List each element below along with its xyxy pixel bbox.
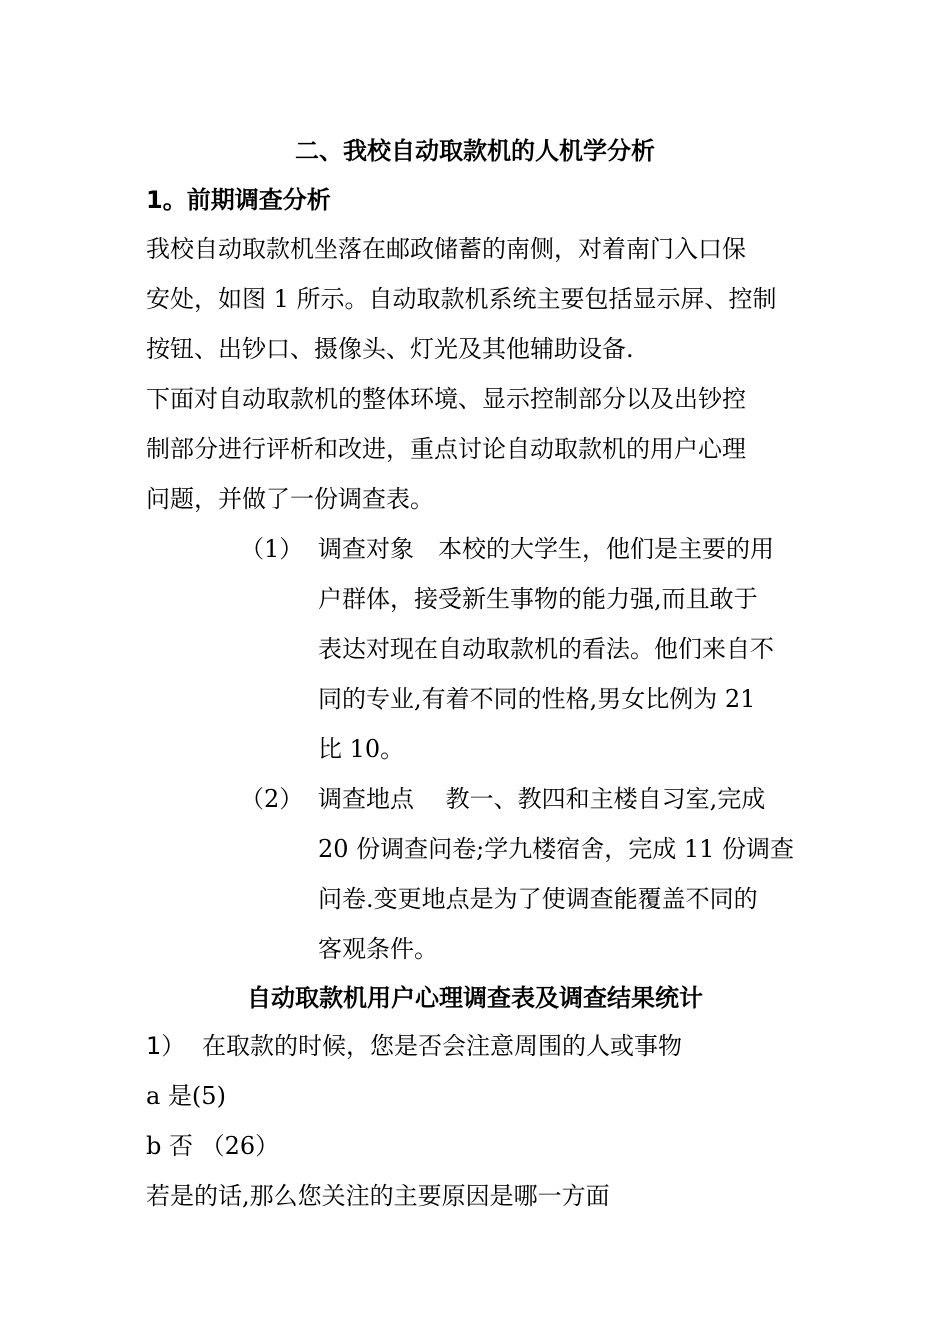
answer-option: a 是(5) <box>146 1082 226 1110</box>
list-item-number: （1） <box>240 535 304 563</box>
list-item-line: 调查对象 本校的大学生，他们是主要的用 <box>318 535 774 563</box>
list-item-line: 客观条件。 <box>318 935 438 963</box>
list-item-line: 表达对现在自动取款机的看法。他们来自不 <box>318 635 774 663</box>
paragraph-line: 我校自动取款机坐落在邮政储蓄的南侧，对着南门入口保 <box>146 235 746 263</box>
survey-heading: 自动取款机用户心理调查表及调查结果统计 <box>247 984 703 1012</box>
paragraph-line: 问题，并做了一份调查表。 <box>146 485 434 513</box>
paragraph-line: 安处，如图 1 所示。自动取款机系统主要包括显示屏、控制 <box>146 285 777 313</box>
page-title: 二、我校自动取款机的人机学分析 <box>295 137 655 165</box>
paragraph-line: 按钮、出钞口、摄像头、灯光及其他辅助设备. <box>146 335 634 363</box>
paragraph-line: 制部分进行评析和改进，重点讨论自动取款机的用户心理 <box>146 435 746 463</box>
list-item-line: 问卷.变更地点是为了使调查能覆盖不同的 <box>318 885 758 913</box>
paragraph-line: 下面对自动取款机的整体环境、显示控制部分以及出钞控 <box>146 385 746 413</box>
followup-question: 若是的话,那么您关注的主要原因是哪一方面 <box>146 1182 610 1210</box>
list-item-line: 比 10。 <box>318 735 405 763</box>
list-item-number: （2） <box>240 785 304 813</box>
question-number: 1） <box>146 1032 186 1060</box>
list-item-line: 同的专业,有着不同的性格,男女比例为 21 <box>318 685 756 713</box>
answer-option: b 否 （26） <box>146 1132 280 1160</box>
list-item-line: 调查地点 教一、教四和主楼自习室,完成 <box>318 785 766 813</box>
list-item-line: 20 份调查问卷;学九楼宿舍，完成 11 份调查 <box>318 835 795 863</box>
question-text: 在取款的时候，您是否会注意周围的人或事物 <box>202 1032 682 1060</box>
section-heading: 1。前期调查分析 <box>146 186 331 214</box>
list-item-line: 户群体，接受新生事物的能力强,而且敢于 <box>318 585 758 613</box>
